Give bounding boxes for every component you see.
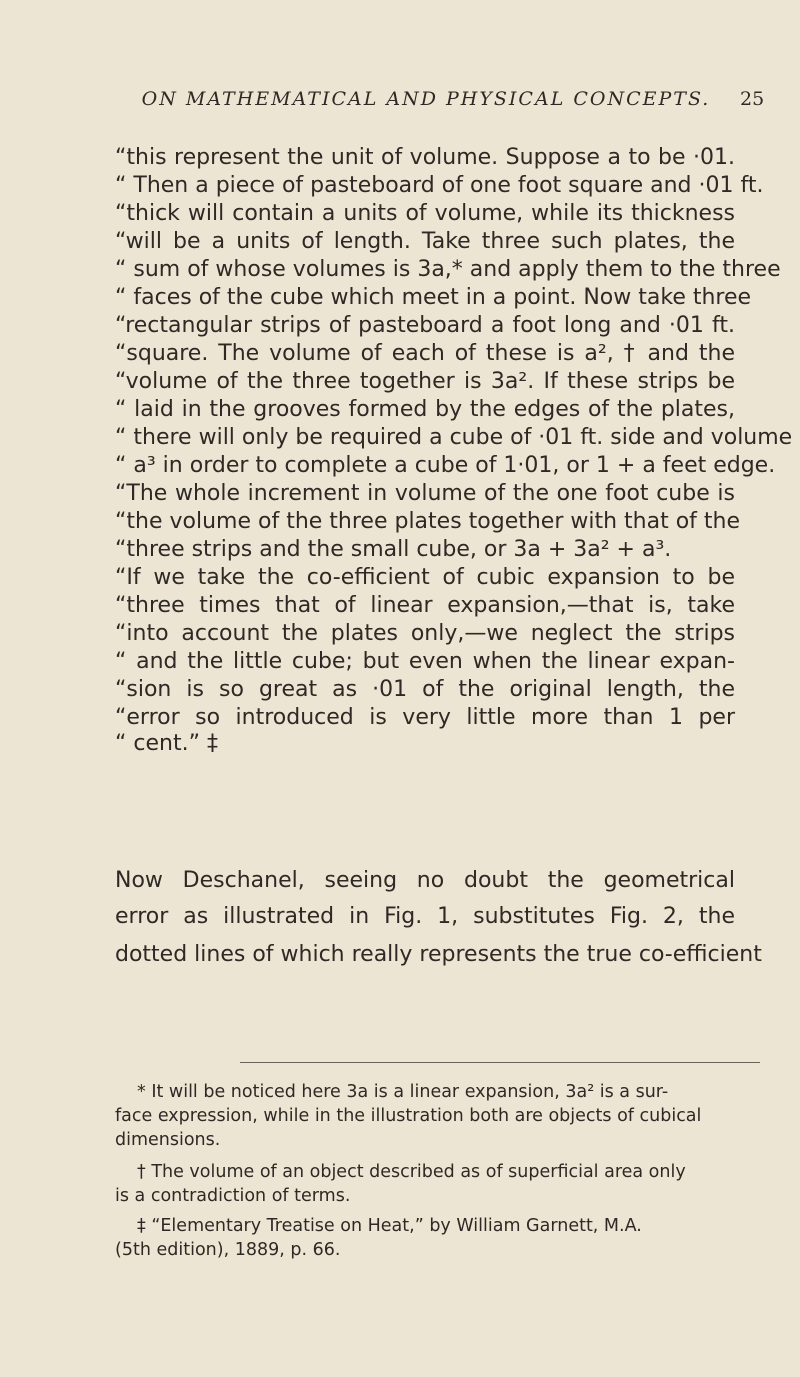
footnote: [115, 1160, 735, 1208]
quote-line: “ cent.” ‡: [115, 731, 218, 756]
footnote: [115, 1214, 735, 1262]
quote-line: “ Then a piece of pasteboard of one foot square and ·01 ft.: [115, 173, 764, 198]
quote-line: “ a³ in order to complete a cube of 1·01, or 1 + a feet edge.: [115, 453, 776, 478]
footnote-lead: ‡ “Elementary Treatise on Heat,” by William Garnett, M.A.: [137, 1216, 642, 1236]
quote-line: “square. The volume of each of these is a², † and the: [115, 341, 735, 366]
quote-line: “ laid in the grooves formed by the edges of the plates,: [115, 397, 735, 422]
quote-line: “three strips and the small cube, or 3a + 3a² + a³.: [115, 537, 672, 562]
quote-line: “three times that of linear expansion,—that is, take: [115, 593, 735, 618]
quote-line: “If we take the co-efficient of cubic expansion to be: [115, 565, 735, 590]
quote-line: “this represent the unit of volume. Suppose a to be ·01.: [115, 145, 735, 170]
footnote-text: (5th edition), 1889, p. 66.: [115, 1240, 341, 1260]
footnote: [115, 1080, 735, 1152]
quote-line: “ faces of the cube which meet in a point. Now take three: [115, 285, 752, 310]
page-number: 25: [740, 88, 765, 110]
quote-line: “ and the little cube; but even when the linear expan-: [115, 649, 735, 674]
quote-line: “will be a units of length. Take three such plates, the: [115, 229, 735, 254]
paragraph-line: Now Deschanel, seeing no doubt the geometrical: [115, 868, 735, 893]
quote-line: “error so introduced is very little more than 1 per: [115, 705, 735, 730]
footnote-lead: * It will be noticed here 3a is a linear expansion, 3a² is a sur-: [137, 1082, 669, 1102]
quote-line: “volume of the three together is 3a². If these strips be: [115, 369, 735, 394]
quote-line: “thick will contain a units of volume, while its thickness: [115, 201, 735, 226]
quote-line: “ there will only be required a cube of ·01 ft. side and volume: [115, 425, 793, 450]
paragraph-line: error as illustrated in Fig. 1, substitutes Fig. 2, the: [115, 904, 735, 929]
footnote-divider: [240, 1062, 760, 1063]
footnote-text: face expression, while in the illustration both are objects of cubical dimensions.: [115, 1106, 702, 1150]
quote-line: “rectangular strips of pasteboard a foot long and ·01 ft.: [115, 313, 735, 338]
quote-line: “sion is so great as ·01 of the original length, the: [115, 677, 735, 702]
quote-line: “The whole increment in volume of the one foot cube is: [115, 481, 735, 506]
quote-line: “into account the plates only,—we neglect the strips: [115, 621, 735, 646]
footnote-lead: † The volume of an object described as of superficial area only: [137, 1162, 686, 1182]
quote-line: “ sum of whose volumes is 3a,* and apply them to the three: [115, 257, 781, 282]
quote-line: “the volume of the three plates together with that of the: [115, 509, 741, 534]
footnote-text: is a contradiction of terms.: [115, 1186, 351, 1206]
running-header: ON MATHEMATICAL AND PHYSICAL CONCEPTS.: [141, 88, 711, 110]
paragraph-line: dotted lines of which really represents the true co-efficient: [115, 942, 762, 967]
